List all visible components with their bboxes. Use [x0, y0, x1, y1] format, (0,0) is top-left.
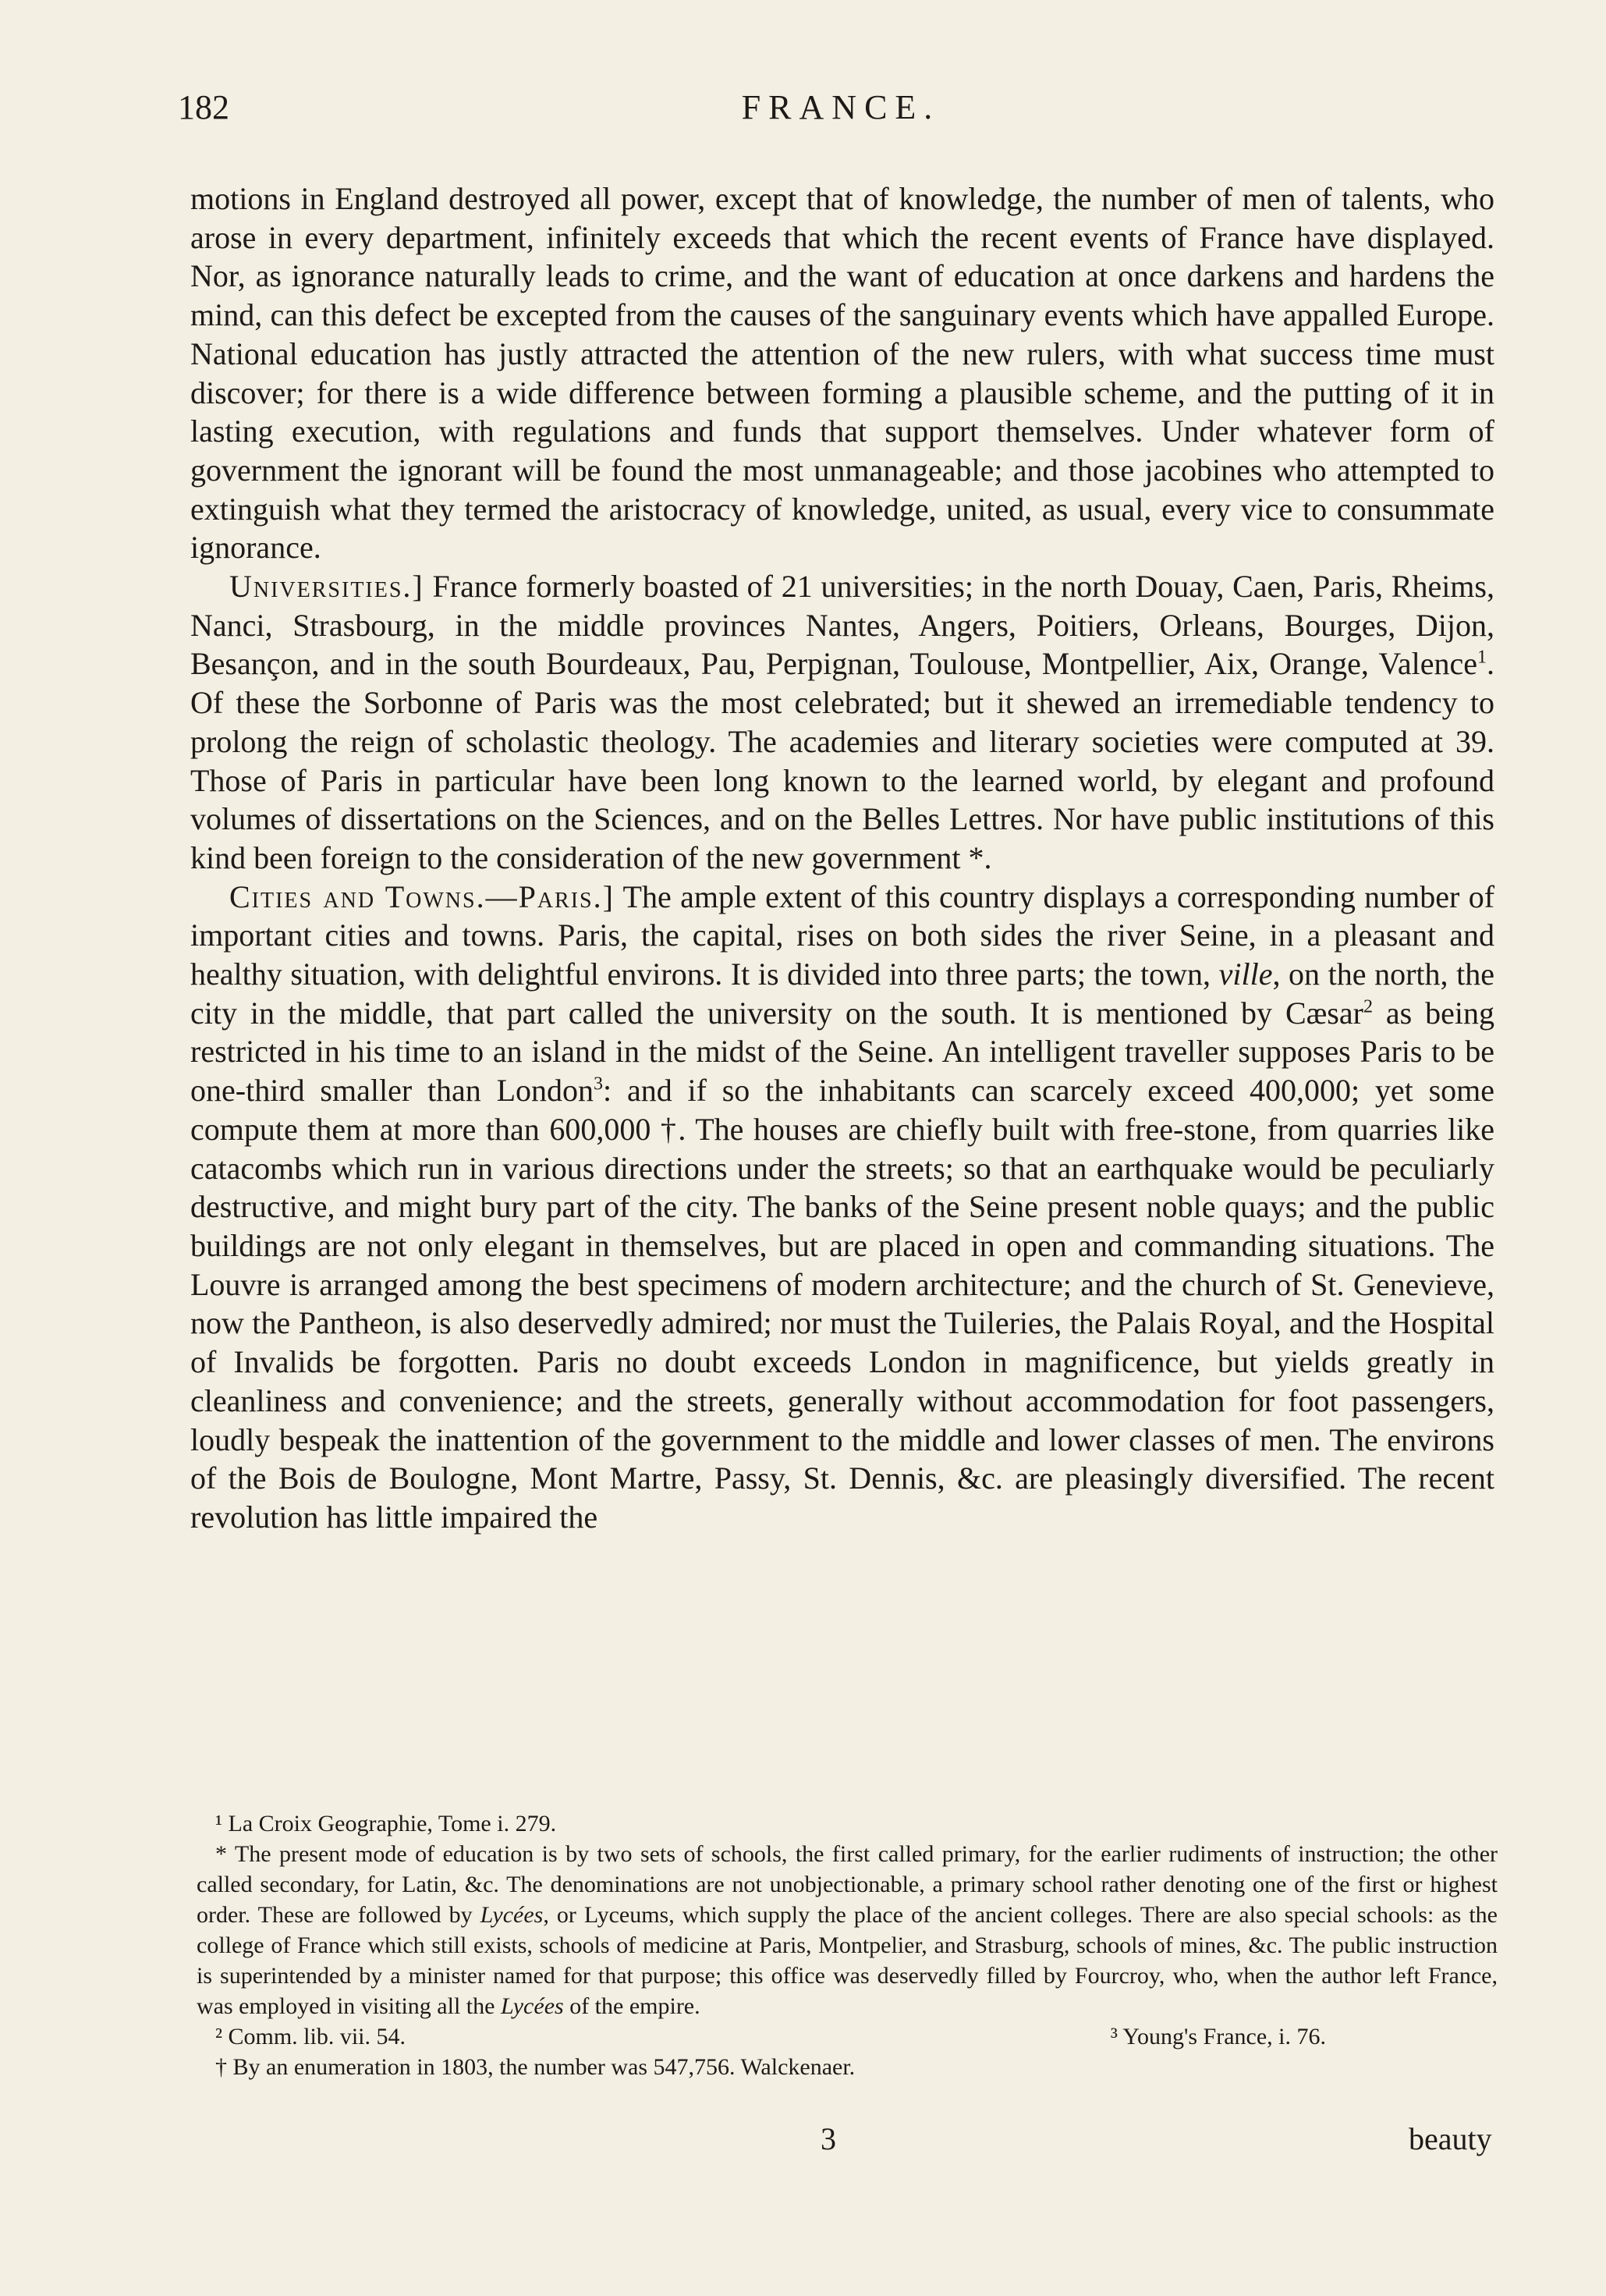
paragraph-cities: Cities and Towns.—Paris.] The ample extent of this country displays a corresponding number of important cities and towns. Paris, the capital, rises on both sides the river Seine, in a pleasant and healthy situation, with delightful environs. It is divided into three parts; the town, ville, on the north, the city in the middle, that part called the university on the south. It is mentioned by Cæsar$^2$ as being restricted in his time to an island in the midst of the Seine. An intelligent traveller supposes Paris to be one-third smaller than London$^3$: and if so the inhabitants can scarcely exceed 400,000; yet some compute them at more than 600,000 †. The houses are chiefly built with free-stone, from quarries like catacombs which run in various directions under the streets; so that an earthquake would be peculiarly destructive, and might bury part of the city. The banks of the Seine present noble quays; and the public buildings are not only elegant in themselves, but are placed in open and commanding situations. The Louvre is arranged among the best specimens of modern architecture; and the church of St. Genevieve, now the Pantheon, is also deservedly admired; nor must the Tuileries, the Palais Royal, and the Hospital of Invalids be forgotten. Paris no doubt exceeds London in magnificence, but yields greatly in cleanliness and convenience; and the streets, generally without accommodation for foot passengers, loudly bespeak the inattention of the government to the middle and lower classes of men. The environs of the Bois de Boulogne, Mont Martre, Passy, St. Dennis, &c. are pleasingly diversified. The recent revolution has little impaired the: [190, 878, 1495, 1535]
footnotes: [197, 1808, 1498, 2082]
section-heading-cities: Cities and Towns.—Paris.]: [229, 878, 615, 914]
footnote-2: ² Comm. lib. vii. 54.: [215, 2024, 406, 2049]
section-heading-universities: Universities.]: [229, 569, 424, 605]
page-number: 182: [178, 88, 229, 126]
footnote-ref-3: 3: [594, 1073, 604, 1095]
footnote-dagger: † By an enumeration in 1803, the number was 547,756. Walckenaer.: [215, 2054, 856, 2080]
paragraph-education: motions in England destroyed all power, except that of knowledge, the number of men of talents, who arose in every department, infinitely exceeds that which the recent events of France have displayed. Nor, as ignorance naturally leads to crime, and the want of education at once darkens and hardens the mind, can this defect be excepted from the causes of the sanguinary events which have appalled Europe. National education has justly attracted the attention of the new rulers, with what success time must discover; for there is a wide difference between forming a plausible scheme, and the putting of it in lasting execution, with regulations and funds that support themselves. Under whatever form of government the ignorant will be found the most unmanageable; and those jacobines who attempted to extinguish what they termed the aristocracy of knowledge, united, as usual, every vice to consummate ignorance.: [190, 181, 1494, 566]
catchword: beauty: [1409, 2121, 1492, 2156]
footnote-ref-1: 1: [1477, 648, 1487, 669]
footnote-star: * The present mode of education is by two sets of schools, the first called primary, for the earlier rudiments of instruction; the other called secondary, for Latin, &c. The denominations are not unobjectionable, a primary school rather denoting one of the first or highest order. These are followed by Lycées, or Lyceums, which supply the place of the ancient colleges. There are also special schools: as the college of France which still exists, schools of medicine at Paris, Montpelier, and Strasburg, schools of mines, &c. The public instruction is superintended by a minister named for that purpose; this office was deservedly filled by Fourcroy, who, when the author left France, was employed in visiting all the Lycées of the empire.: [197, 1841, 1498, 2019]
signature-mark: 3: [821, 2121, 836, 2156]
body-text: [190, 179, 1494, 1537]
footnote-row-2-3: [197, 2021, 1498, 2052]
running-head: FRANCE.: [741, 88, 941, 126]
footnote-1: ¹ La Croix Geographie, Tome i. 279.: [215, 1811, 557, 1836]
footnote-3: ³ Young's France, i. 76.: [1110, 2024, 1326, 2049]
paragraph-universities: Universities.] France formerly boasted of 21 universities; in the north Douay, Caen, Paris, Rheims, Nanci, Strasbourg, in the middle provinces Nantes, Angers, Poitiers, Orleans, Bourges, Dijon, Besançon, and in the south Bourdeaux, Pau, Perpignan, Toulouse, Montpellier, Aix, Orange, Valence$^1$. Of these the Sorbonne of Paris was the most celebrated; but it shewed an irremediable tendency to prolong the reign of scholastic theology. The academies and literary societies were computed at 39. Those of Paris in particular have been long known to the learned world, by elegant and profound volumes of dissertations on the Sciences, and on the Belles Lettres. Nor have public institutions of this kind been foreign to the consideration of the new government *.: [190, 569, 1494, 875]
page-header: [178, 87, 1504, 142]
footnote-ref-2: 2: [1363, 996, 1373, 1017]
